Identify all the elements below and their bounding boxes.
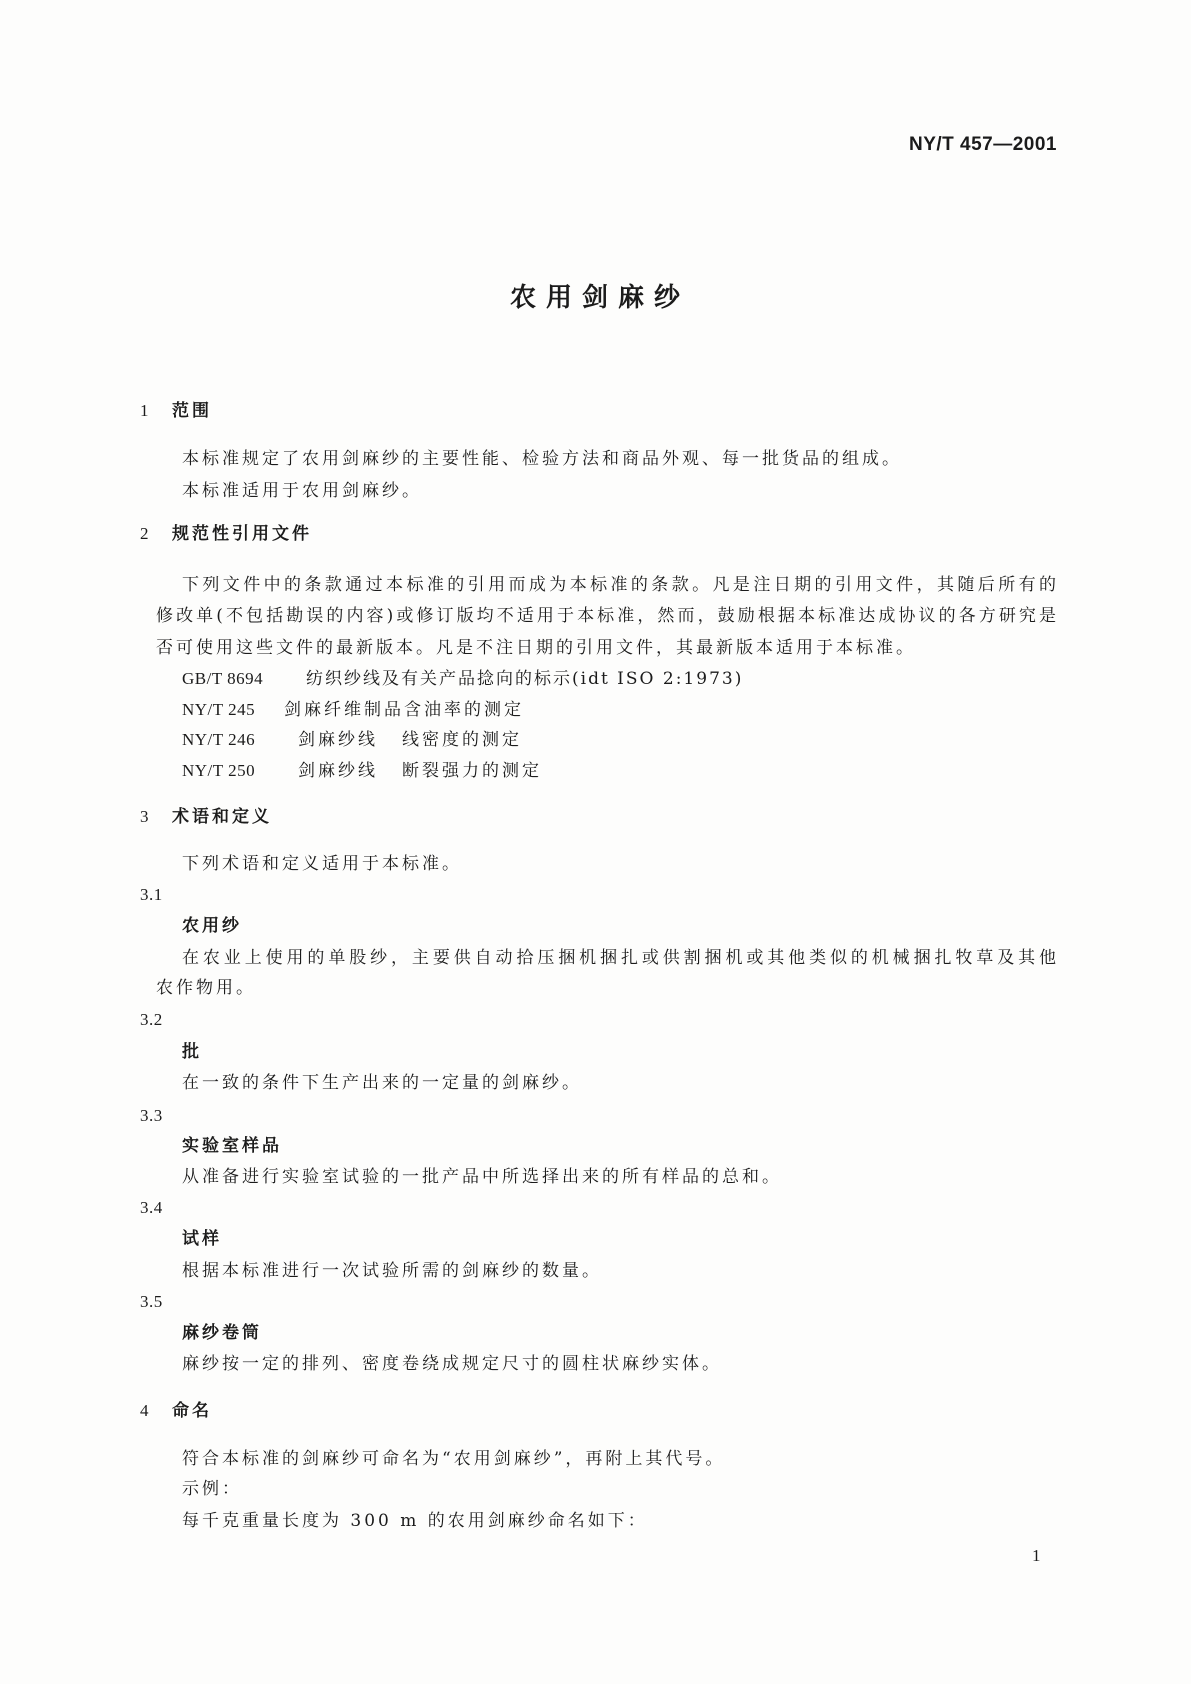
reference-title: 纺织纱线及有关产品捻向的标示(idt ISO 2:1973) <box>306 669 744 689</box>
section-2-paragraph-line: 否可使用这些文件的最新版本。凡是不注日期的引用文件，其最新版本适用于本标准。 <box>156 638 916 658</box>
section-1-number: 1 <box>140 401 149 420</box>
term-name: 农用纱 <box>182 916 242 936</box>
term-number: 3.4 <box>140 1198 163 1217</box>
section-4-paragraph-line: 符合本标准的剑麻纱可命名为“农用剑麻纱”，再附上其代号。 <box>182 1449 726 1469</box>
term-definition-line: 从准备进行实验室试验的一批产品中所选择出来的所有样品的总和。 <box>182 1167 782 1187</box>
term-number: 3.2 <box>140 1010 163 1029</box>
section-1-paragraph-line: 本标准规定了农用剑麻纱的主要性能、检验方法和商品外观、每一批货品的组成。 <box>182 449 902 469</box>
reference-subtitle: 线密度的测定 <box>402 730 522 750</box>
section-2-heading: 规范性引用文件 <box>172 524 312 544</box>
term-name: 实验室样品 <box>182 1136 282 1156</box>
section-3-number: 3 <box>140 807 149 826</box>
reference-code: NY/T 246 <box>182 730 256 749</box>
term-number: 3.5 <box>140 1292 163 1311</box>
section-3-intro: 下列术语和定义适用于本标准。 <box>182 854 462 874</box>
section-4-paragraph-line: 示例： <box>182 1479 242 1499</box>
reference-code: NY/T 250 <box>182 761 256 780</box>
term-definition-line: 根据本标准进行一次试验所需的剑麻纱的数量。 <box>182 1261 602 1281</box>
term-definition-line: 麻纱按一定的排列、密度卷绕成规定尺寸的圆柱状麻纱实体。 <box>182 1354 722 1374</box>
section-3-heading: 术语和定义 <box>172 807 272 827</box>
term-definition-line: 在农业上使用的单股纱，主要供自动拾压捆机捆扎或供割捆机或其他类似的机械捆扎牧草及其他 <box>182 948 1057 968</box>
section-4-number: 4 <box>140 1401 149 1420</box>
reference-title: 剑麻纱线 <box>298 761 378 781</box>
reference-title: 剑麻纱线 <box>298 730 378 750</box>
section-4-paragraph-line: 每千克重量长度为 300 m 的农用剑麻纱命名如下： <box>182 1511 648 1531</box>
document-title: 农用剑麻纱 <box>510 283 691 313</box>
reference-code: GB/T 8694 <box>182 669 264 688</box>
document-code: NY/T 457—2001 <box>908 134 1057 155</box>
term-name: 麻纱卷筒 <box>182 1323 262 1343</box>
section-1-heading: 范围 <box>172 401 212 421</box>
section-1-paragraph-line: 本标准适用于农用剑麻纱。 <box>182 481 422 501</box>
term-name: 批 <box>182 1042 202 1062</box>
section-2-paragraph-line: 下列文件中的条款通过本标准的引用而成为本标准的条款。凡是注日期的引用文件，其随后所有的 <box>182 575 1057 595</box>
page-number: 1 <box>1032 1546 1041 1565</box>
section-2-number: 2 <box>140 524 149 543</box>
term-number: 3.3 <box>140 1106 163 1125</box>
section-4-heading: 命名 <box>172 1401 212 1421</box>
term-number: 3.1 <box>140 885 163 904</box>
reference-code: NY/T 245 <box>182 700 256 719</box>
term-definition-line: 农作物用。 <box>156 978 256 998</box>
section-2-paragraph-line: 修改单(不包括勘误的内容)或修订版均不适用于本标准，然而，鼓励根据本标准达成协议的各方研究是 <box>156 606 1057 626</box>
term-name: 试样 <box>182 1229 222 1249</box>
reference-subtitle: 断裂强力的测定 <box>402 761 542 781</box>
term-definition-line: 在一致的条件下生产出来的一定量的剑麻纱。 <box>182 1073 582 1093</box>
reference-title: 剑麻纤维制品含油率的测定 <box>284 700 524 720</box>
